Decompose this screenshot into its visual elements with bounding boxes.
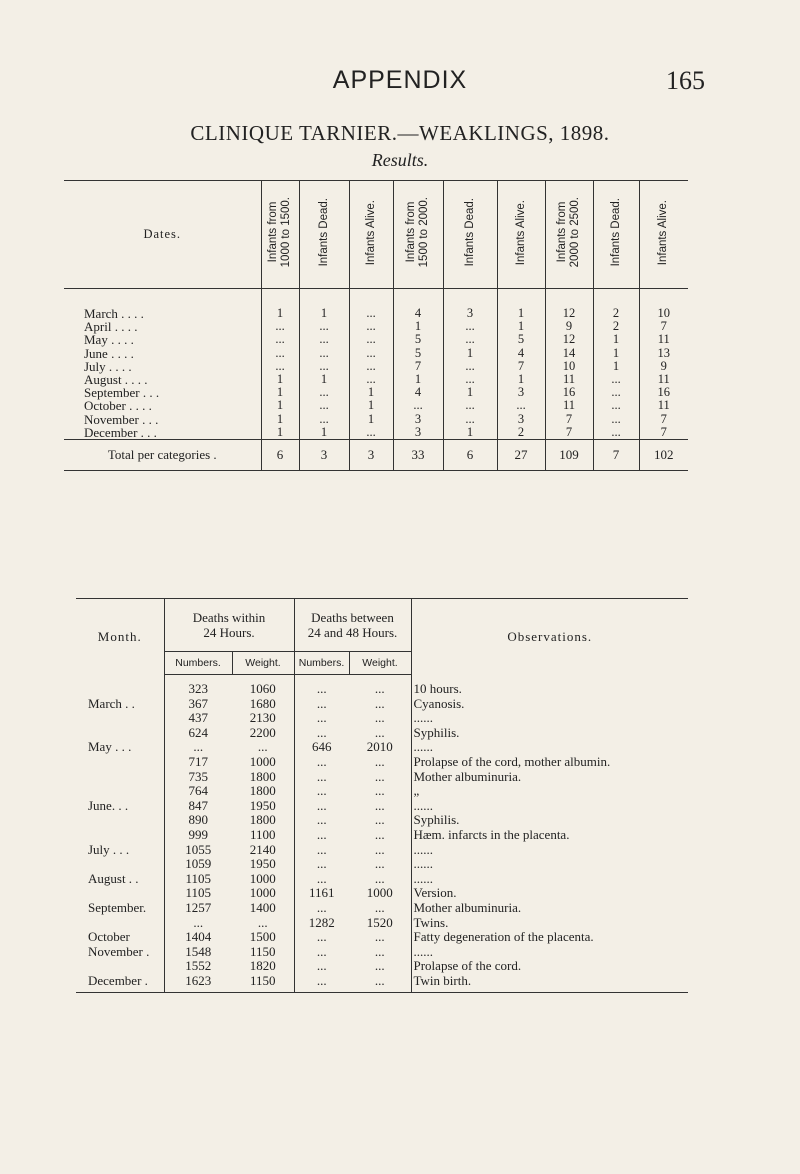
table-cell: ... (261, 320, 299, 333)
table-cell: 1 (443, 386, 497, 399)
death-number: 1552 (164, 959, 232, 974)
table-cell: 1 (261, 386, 299, 399)
table-cell: 4 (393, 289, 443, 321)
table-cell: ... (299, 333, 349, 346)
death-weight: 1820 (249, 958, 276, 974)
table-cell: 1 (497, 373, 545, 386)
table-cell: 7 (545, 413, 593, 426)
death-weight: 1520 (366, 914, 393, 930)
observation: Mother albuminuria. (411, 901, 688, 916)
table-cell: ... (299, 413, 349, 426)
total-cell: 6 (443, 439, 497, 470)
table-cell: 12 (545, 333, 593, 346)
death-number: 624 (164, 726, 232, 741)
death-number: ... (164, 740, 232, 755)
table-cell: 1 (261, 289, 299, 321)
death-weight: ... (374, 681, 385, 696)
table-cell: 1 (299, 426, 349, 440)
table-row (76, 872, 688, 887)
table-cell: ... (349, 289, 393, 321)
table-cell: ... (497, 399, 545, 412)
death-weight: ... (374, 899, 385, 915)
row-label: May . . . . (84, 332, 134, 348)
header-col: Infants from 1500 to 2000. (393, 181, 443, 289)
row-label: March . . . . (84, 306, 144, 322)
table-row (64, 320, 688, 333)
month-label: July . . . (88, 841, 130, 857)
death-number: ... (294, 726, 349, 741)
month-label (76, 675, 164, 697)
observation: Twin birth. (411, 974, 688, 993)
month-label (76, 916, 164, 931)
death-weight: 1800 (249, 812, 276, 828)
table-row (76, 843, 688, 858)
header-numbers: Numbers. (164, 652, 232, 675)
observation: Version. (411, 886, 688, 901)
header-col: Infants Dead. (443, 181, 497, 289)
table-cell: 9 (639, 360, 688, 373)
observation: Mother albuminuria. (411, 770, 688, 785)
observation: 10 hours. (411, 675, 688, 697)
table-cell: 1 (497, 320, 545, 333)
page-subtitle: Results. (371, 150, 429, 170)
death-weight: ... (374, 797, 385, 813)
table-cell: 1 (349, 413, 393, 426)
table-cell: 3 (393, 413, 443, 426)
month-label (76, 828, 164, 843)
page-header (0, 66, 800, 96)
table-cell: 1 (593, 360, 639, 373)
table-cell: 12 (545, 289, 593, 321)
death-number: ... (294, 843, 349, 858)
header-col: Infants Dead. (593, 181, 639, 289)
observation: Syphilis. (411, 726, 688, 741)
table-cell: 4 (393, 386, 443, 399)
total-cell: 109 (545, 439, 593, 470)
death-number: 646 (294, 740, 349, 755)
observation: Prolapse of the cord, mother albumin. (411, 755, 688, 770)
running-head: APPENDIX (332, 66, 468, 94)
table-cell: ... (593, 413, 639, 426)
table-row (76, 974, 688, 993)
death-number: 323 (164, 675, 232, 697)
table-row (76, 675, 688, 697)
table-cell: ... (593, 426, 639, 440)
death-number: ... (294, 813, 349, 828)
table-cell: ... (443, 320, 497, 333)
table-row (76, 886, 688, 901)
table-cell: 3 (393, 426, 443, 440)
death-number: 1257 (164, 901, 232, 916)
death-weight: ... (374, 958, 385, 974)
results-table (64, 180, 688, 471)
table-cell: ... (443, 373, 497, 386)
total-row (64, 439, 688, 470)
page-number: 165 (666, 66, 705, 95)
page-title: CLINIQUE TARNIER.—WEAKLINGS, 1898. (190, 121, 610, 145)
header-numbers: Numbers. (294, 652, 349, 675)
death-weight: 1950 (249, 856, 276, 872)
death-number: 1059 (164, 857, 232, 872)
death-number: 1105 (164, 886, 232, 901)
death-weight: 1680 (249, 695, 276, 711)
death-weight: ... (349, 974, 411, 993)
table-row (76, 799, 688, 814)
table-cell: 11 (639, 333, 688, 346)
month-label: September. (88, 899, 147, 915)
row-label: April . . . . (84, 319, 138, 335)
total-label: Total per categories . (64, 439, 261, 470)
death-weight: ... (374, 753, 385, 769)
table-cell: 1 (349, 386, 393, 399)
table-row (76, 901, 688, 916)
table-row (76, 828, 688, 843)
observation: ...... (411, 872, 688, 887)
death-weight: 2140 (249, 841, 276, 857)
month-label (76, 726, 164, 741)
death-number: 1161 (294, 886, 349, 901)
observation: ...... (411, 799, 688, 814)
observation: Hæm. infarcts in the placenta. (411, 828, 688, 843)
death-number: 735 (164, 770, 232, 785)
table-cell: ... (593, 399, 639, 412)
table-row (64, 399, 688, 412)
table-row (64, 347, 688, 360)
observation: ...... (411, 843, 688, 858)
total-cell: 27 (497, 439, 545, 470)
table-cell: 1 (593, 347, 639, 360)
death-weight: 1000 (249, 753, 276, 769)
death-number: ... (164, 916, 232, 931)
header-dates: Dates. (64, 181, 261, 289)
table-cell: ... (593, 373, 639, 386)
table-row (64, 426, 688, 440)
table-cell: 3 (497, 413, 545, 426)
table-row (64, 289, 688, 321)
table-cell: 1 (261, 413, 299, 426)
table-cell: ... (349, 360, 393, 373)
table-row (76, 726, 688, 741)
table-cell: 10 (639, 289, 688, 321)
total-cell: 3 (349, 439, 393, 470)
table-cell: 16 (545, 386, 593, 399)
total-cell: 7 (593, 439, 639, 470)
table-cell: 9 (545, 320, 593, 333)
observation: ...... (411, 740, 688, 755)
death-number: ... (294, 675, 349, 697)
table-cell: 5 (393, 333, 443, 346)
table-row (76, 813, 688, 828)
table-cell: 1 (261, 373, 299, 386)
observation: ...... (411, 711, 688, 726)
death-weight: 1400 (249, 899, 276, 915)
table-cell: 3 (443, 289, 497, 321)
row-label: July . . . . (84, 358, 132, 374)
death-weight: 2010 (366, 739, 393, 755)
death-number: 1623 (164, 974, 232, 993)
month-label (76, 755, 164, 770)
month-label: December . (76, 974, 164, 993)
death-number: 717 (164, 755, 232, 770)
death-weight: ... (374, 929, 385, 945)
death-number: 999 (164, 828, 232, 843)
month-label (76, 784, 164, 799)
death-number: ... (294, 945, 349, 960)
table-row (76, 959, 688, 974)
table-cell: 11 (639, 373, 688, 386)
table-cell: 16 (639, 386, 688, 399)
table-cell: 7 (639, 413, 688, 426)
table-cell: 2 (497, 426, 545, 440)
table-cell: 1 (349, 399, 393, 412)
table-row (64, 413, 688, 426)
observation: Syphilis. (411, 813, 688, 828)
death-number: ... (294, 711, 349, 726)
death-weight: ... (374, 856, 385, 872)
month-label (76, 857, 164, 872)
observation: ...... (411, 857, 688, 872)
table-cell: 5 (393, 347, 443, 360)
observation: Prolapse of the cord. (411, 959, 688, 974)
observation: Twins. (411, 916, 688, 931)
table-row (64, 386, 688, 399)
death-number: 1404 (164, 930, 232, 945)
table-cell: 1 (393, 320, 443, 333)
table-cell: ... (299, 386, 349, 399)
death-weight: ... (374, 724, 385, 740)
death-weight: 1100 (249, 826, 276, 842)
month-label: March . . (88, 695, 135, 711)
death-weight: ... (257, 739, 268, 755)
death-weight: ... (374, 783, 385, 799)
death-weight: 2130 (249, 710, 276, 726)
death-number: 1282 (294, 916, 349, 931)
death-number: ... (294, 799, 349, 814)
month-label (76, 711, 164, 726)
table-cell: ... (299, 399, 349, 412)
table-row (64, 360, 688, 373)
table-row (64, 333, 688, 346)
table-cell: 7 (497, 360, 545, 373)
header-deaths-between: Deaths between 24 and 48 Hours. (294, 599, 411, 652)
total-cell: 33 (393, 439, 443, 470)
header-weight: Weight. (232, 652, 294, 675)
month-label: June. . . (88, 797, 129, 813)
table-cell: 11 (545, 399, 593, 412)
death-weight: 1950 (249, 797, 276, 813)
death-weight: 1500 (249, 929, 276, 945)
table-cell: 1 (593, 333, 639, 346)
table-cell: 5 (497, 333, 545, 346)
death-weight: ... (374, 695, 385, 711)
table-cell: 3 (497, 386, 545, 399)
death-number: ... (294, 959, 349, 974)
observation: ...... (411, 945, 688, 960)
table-row (76, 755, 688, 770)
table-cell: ... (349, 347, 393, 360)
table-cell: 2 (593, 320, 639, 333)
death-number: ... (294, 770, 349, 785)
table-row (76, 945, 688, 960)
death-number: ... (294, 872, 349, 887)
header-deaths-within: Deaths within 24 Hours. (164, 599, 294, 652)
table-cell: 1 (443, 426, 497, 440)
table-cell: 13 (639, 347, 688, 360)
death-number: 1548 (164, 945, 232, 960)
death-number: 437 (164, 711, 232, 726)
table-cell: 1 (393, 373, 443, 386)
results-header-row (64, 181, 688, 289)
death-number: 764 (164, 784, 232, 799)
death-number: ... (294, 784, 349, 799)
row-label: June . . . . (84, 345, 134, 361)
table-cell: 11 (639, 399, 688, 412)
header-col: Infants Alive. (349, 181, 393, 289)
table-cell: 10 (545, 360, 593, 373)
deaths-header-row (76, 599, 688, 652)
table-cell: ... (261, 333, 299, 346)
table-cell: 4 (497, 347, 545, 360)
death-weight: 1800 (249, 783, 276, 799)
month-label: August . . (88, 870, 139, 886)
observation: „ (411, 784, 688, 799)
death-weight: 2200 (249, 724, 276, 740)
table-row (64, 373, 688, 386)
header-col: Infants Alive. (497, 181, 545, 289)
table-row (76, 740, 688, 755)
deaths-table (76, 598, 688, 993)
death-weight: ... (374, 943, 385, 959)
death-weight: ... (374, 710, 385, 726)
row-label: November . . . (84, 411, 159, 427)
death-number: ... (294, 857, 349, 872)
death-weight: ... (374, 768, 385, 784)
row-label: October . . . . (84, 398, 152, 414)
table-cell: ... (443, 360, 497, 373)
table-cell: ... (349, 333, 393, 346)
death-weight: 1000 (249, 870, 276, 886)
table-cell: ... (261, 360, 299, 373)
header-month: Month. (76, 599, 164, 675)
table-cell: ... (349, 426, 393, 440)
table-cell: 7 (393, 360, 443, 373)
death-weight: 1150 (232, 974, 294, 993)
header-col: Infants Dead. (299, 181, 349, 289)
month-label (76, 959, 164, 974)
death-weight: 1150 (249, 943, 276, 959)
header-observations: Observations. (411, 599, 688, 675)
table-row (76, 711, 688, 726)
header-col: Infants from 1000 to 1500. (261, 181, 299, 289)
table-cell: 1 (497, 289, 545, 321)
month-label: May . . . (88, 739, 132, 755)
table-cell: 1 (299, 373, 349, 386)
table-cell: 14 (545, 347, 593, 360)
row-label: September . . . (84, 385, 160, 401)
death-number: 367 (164, 697, 232, 712)
table-cell: ... (393, 399, 443, 412)
table-cell: ... (593, 386, 639, 399)
row-label: August . . . . (84, 372, 148, 388)
month-label (76, 813, 164, 828)
header-col: Infants from 2000 to 2500. (545, 181, 593, 289)
table-cell: 2 (593, 289, 639, 321)
death-weight: ... (374, 841, 385, 857)
death-number: ... (294, 828, 349, 843)
table-row (76, 784, 688, 799)
death-weight: ... (374, 826, 385, 842)
header-col: Infants Alive. (639, 181, 688, 289)
table-cell: 7 (639, 426, 688, 440)
death-weight: 1000 (249, 885, 276, 901)
total-cell: 3 (299, 439, 349, 470)
death-number: ... (294, 930, 349, 945)
table-cell: 7 (545, 426, 593, 440)
total-cell: 6 (261, 439, 299, 470)
table-cell: ... (349, 320, 393, 333)
table-cell: 1 (261, 399, 299, 412)
death-weight: 1060 (249, 681, 276, 696)
death-weight: ... (374, 812, 385, 828)
death-number: ... (294, 901, 349, 916)
death-number: 890 (164, 813, 232, 828)
table-cell: ... (261, 347, 299, 360)
death-weight: ... (257, 914, 268, 930)
death-weight: ... (374, 870, 385, 886)
table-row (76, 697, 688, 712)
table-cell: ... (443, 399, 497, 412)
table-cell: 1 (443, 347, 497, 360)
table-cell: ... (299, 320, 349, 333)
month-label: November . (88, 943, 150, 959)
death-weight: 1800 (249, 768, 276, 784)
table-cell: 1 (299, 289, 349, 321)
row-label: December . . . (84, 424, 157, 440)
month-label (76, 770, 164, 785)
table-cell: ... (443, 333, 497, 346)
table-cell: 11 (545, 373, 593, 386)
table-cell: 7 (639, 320, 688, 333)
table-cell: ... (299, 347, 349, 360)
death-number: ... (294, 755, 349, 770)
table-row (76, 770, 688, 785)
death-number: ... (294, 974, 349, 993)
table-cell: ... (349, 373, 393, 386)
death-number: 1105 (164, 872, 232, 887)
observation: Cyanosis. (411, 697, 688, 712)
table-cell: ... (443, 413, 497, 426)
death-weight: 1000 (366, 885, 393, 901)
table-cell: ... (299, 360, 349, 373)
table-row (76, 857, 688, 872)
month-label (76, 886, 164, 901)
observation: Fatty degeneration of the placenta. (411, 930, 688, 945)
table-row (76, 930, 688, 945)
table-row (76, 916, 688, 931)
death-number: ... (294, 697, 349, 712)
table-cell: 1 (261, 426, 299, 440)
death-number: 847 (164, 799, 232, 814)
death-number: 1055 (164, 843, 232, 858)
header-weight: Weight. (349, 652, 411, 675)
total-cell: 102 (639, 439, 688, 470)
month-label: October (88, 929, 130, 945)
